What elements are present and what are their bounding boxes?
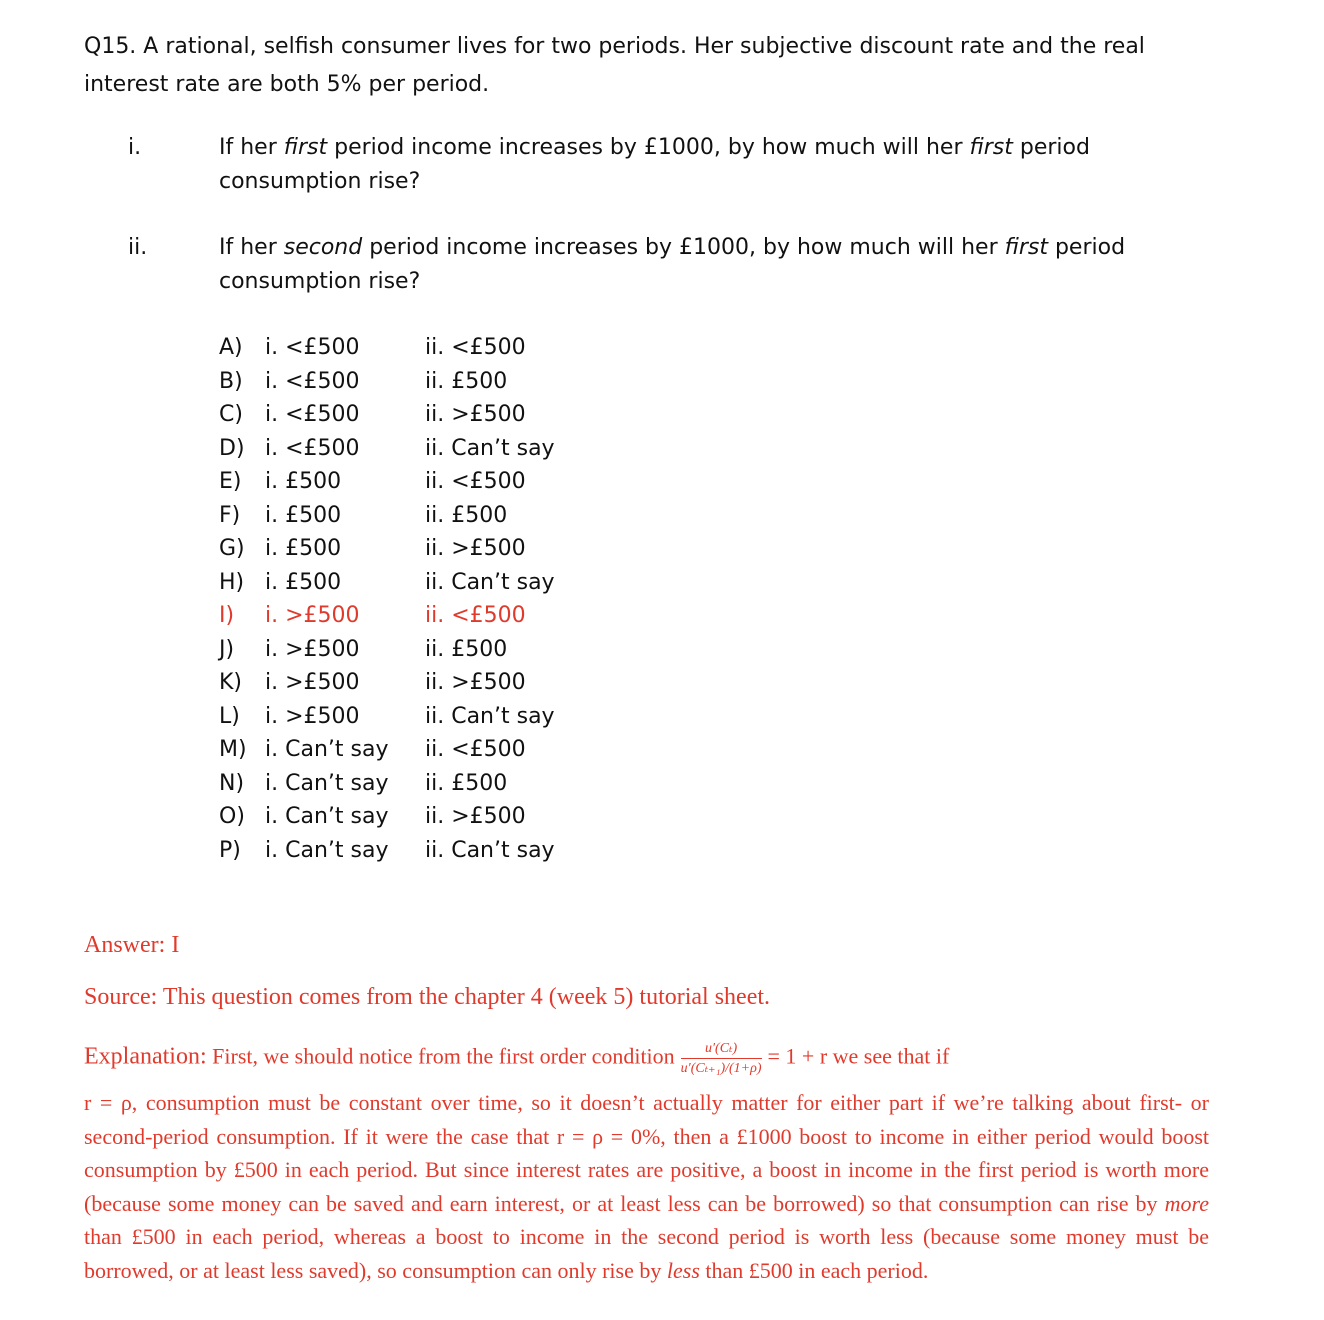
foc-denominator: u′(Cₜ₊₁)/(1+ρ) xyxy=(680,1061,762,1076)
foc-numerator: u′(Cₜ) xyxy=(681,1040,762,1059)
question-line-2: interest rate are both 5% per period. xyxy=(84,72,490,97)
option-part-ii: ii. £500 xyxy=(425,503,508,528)
option-part-ii: ii. £500 xyxy=(425,637,508,662)
part-ii-line2: consumption rise? xyxy=(219,269,421,294)
option-letter: G) xyxy=(219,536,245,561)
explanation-after-fraction: = 1 + r we see that if xyxy=(767,1043,950,1069)
option-letter: O) xyxy=(219,804,245,829)
part-ii-post: period xyxy=(1047,235,1126,260)
part-ii-text xyxy=(219,231,1199,299)
source-line: Source: This question comes from the chapter 4 (week 5) tutorial sheet. xyxy=(84,984,771,1010)
option-part-ii: ii. £500 xyxy=(425,369,508,394)
option-part-i: i. Can’t say xyxy=(265,771,389,796)
option-part-ii: ii. >£500 xyxy=(425,536,526,561)
part-ii-pre: If her xyxy=(219,235,284,260)
option-part-i: i. £500 xyxy=(265,536,342,561)
option-part-i: i. <£500 xyxy=(265,402,360,427)
option-part-ii: ii. Can’t say xyxy=(425,704,555,729)
option-letter: M) xyxy=(219,737,247,762)
part-i-text xyxy=(219,131,1199,199)
option-part-ii: ii. <£500 xyxy=(425,335,526,360)
option-part-i: i. Can’t say xyxy=(265,838,389,863)
part-i-post: period xyxy=(1012,135,1090,160)
part-i-mid: period income increases by £1000, by how much will her xyxy=(327,135,970,160)
option-part-ii: ii. Can’t say xyxy=(425,838,555,863)
option-part-ii: ii. <£500 xyxy=(425,737,526,762)
option-part-ii: ii. <£500 xyxy=(425,603,526,628)
explanation-body-3: than £500 in each period. xyxy=(699,1257,929,1283)
explanation-body-1: r = ρ, consumption must be constant over time, so it doesn’t actually matter for either part if we’re talking about first- or second-period consumption. If it were the case that r = ρ = 0%, then a £1000 boost to income in either period would boost consumption by £500 in each period. But since interest rates are positive, a boost in income in the first period is worth more (because some money can be saved and earn interest, or at least less can be borrowed) so that consumption can rise by xyxy=(84,1090,1209,1216)
explanation-em-more: more xyxy=(1164,1190,1209,1216)
explanation-label: Explanation: xyxy=(84,1043,207,1070)
option-part-i: i. <£500 xyxy=(265,369,360,394)
option-part-ii: ii. Can’t say xyxy=(425,436,555,461)
option-letter: J) xyxy=(219,637,235,662)
foc-fraction xyxy=(681,1040,762,1077)
option-part-i: i. £500 xyxy=(265,570,342,595)
part-i-em2: first xyxy=(969,135,1013,160)
option-part-i: i. >£500 xyxy=(265,704,360,729)
option-letter: F) xyxy=(219,503,241,528)
option-letter: H) xyxy=(219,570,245,595)
option-part-ii: ii. <£500 xyxy=(425,469,526,494)
option-letter: A) xyxy=(219,335,243,360)
question-line-1: Q15. A rational, selfish consumer lives for two periods. Her subjective discount rate and the real xyxy=(84,34,1145,59)
option-part-i: i. £500 xyxy=(265,503,342,528)
option-part-ii: ii. £500 xyxy=(425,771,508,796)
option-letter: D) xyxy=(219,436,245,461)
option-part-ii: ii. >£500 xyxy=(425,804,526,829)
question-stem xyxy=(84,28,1224,104)
option-part-i: i. >£500 xyxy=(265,637,360,662)
option-part-i: i. £500 xyxy=(265,469,342,494)
explanation-em-less: less xyxy=(666,1257,700,1283)
option-letter: C) xyxy=(219,402,243,427)
explanation-intro: First, we should notice from the first order condition xyxy=(206,1043,675,1069)
option-part-i: i. Can’t say xyxy=(265,804,389,829)
part-i-line2: consumption rise? xyxy=(219,169,421,194)
answer-line: Answer: I xyxy=(84,932,180,958)
option-part-i: i. <£500 xyxy=(265,436,360,461)
option-part-ii: ii. >£500 xyxy=(425,402,526,427)
option-letter: I) xyxy=(219,603,235,628)
part-i-pre: If her xyxy=(219,135,284,160)
option-letter: B) xyxy=(219,369,243,394)
option-letter: N) xyxy=(219,771,245,796)
option-part-i: i. Can’t say xyxy=(265,737,389,762)
explanation-body xyxy=(84,1086,1209,1287)
option-letter: L) xyxy=(219,704,240,729)
option-part-ii: ii. Can’t say xyxy=(425,570,555,595)
part-i-number: i. xyxy=(128,135,142,160)
option-letter: E) xyxy=(219,469,242,494)
part-ii-em1: second xyxy=(283,235,363,260)
explanation-first-line xyxy=(84,1040,1209,1077)
part-ii-number: ii. xyxy=(128,235,148,260)
option-letter: P) xyxy=(219,838,241,863)
part-ii-em2: first xyxy=(1004,235,1048,260)
option-part-i: i. <£500 xyxy=(265,335,360,360)
option-part-i: i. >£500 xyxy=(265,670,360,695)
option-part-ii: ii. >£500 xyxy=(425,670,526,695)
option-part-i: i. >£500 xyxy=(265,603,360,628)
option-letter: K) xyxy=(219,670,243,695)
explanation-body-2: than £500 in each period, whereas a boost to income in the second period is worth less (because some money must be borrowed, or at least less saved), so consumption can only rise by xyxy=(84,1224,1209,1283)
part-i-em1: first xyxy=(283,135,328,160)
part-ii-mid: period income increases by £1000, by how much will her xyxy=(362,235,1005,260)
